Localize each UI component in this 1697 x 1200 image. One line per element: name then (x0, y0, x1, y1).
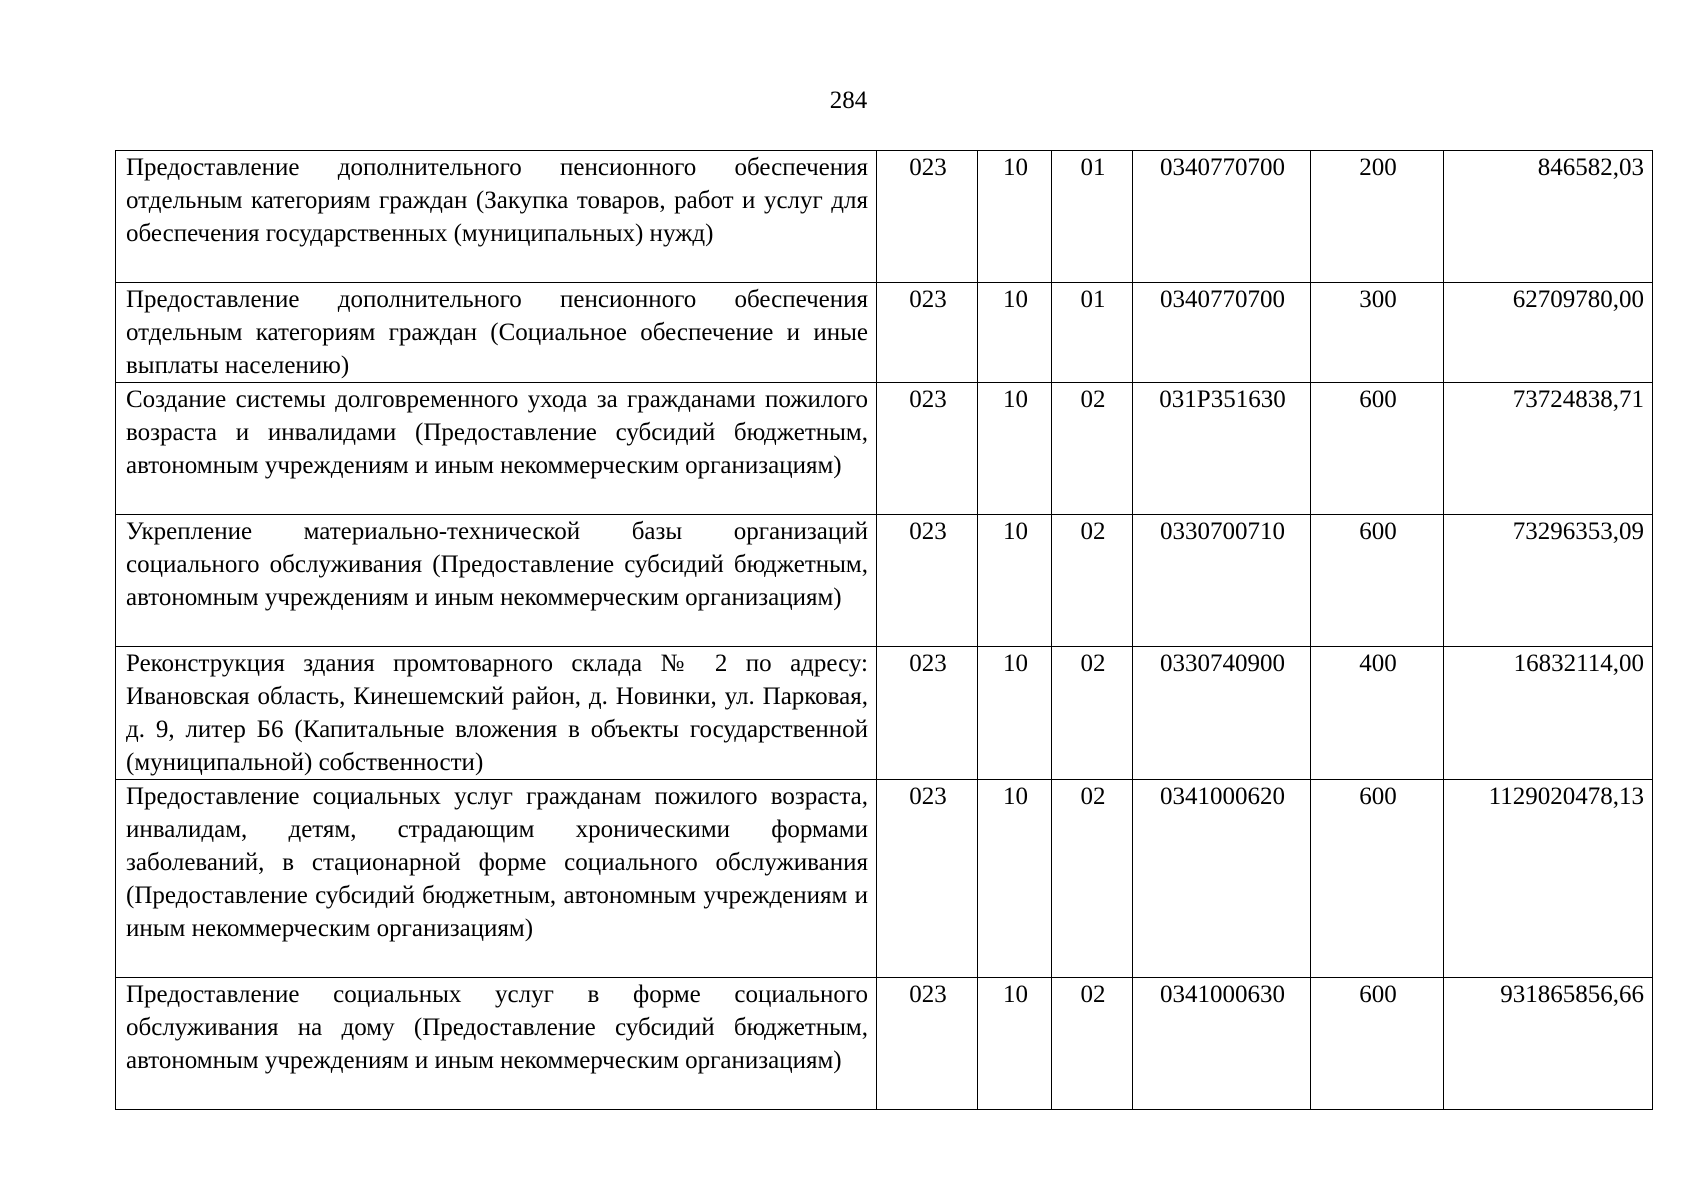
section-code-cell: 10 (978, 978, 1052, 1110)
table-row (116, 647, 1653, 780)
ministry-code-cell: 023 (877, 780, 978, 978)
amount-cell: 16832114,00 (1444, 647, 1653, 780)
section-code-cell: 10 (978, 515, 1052, 647)
expense-description-cell: Создание системы долговременного ухода за гражданами пожилого возраста и инвалидами (Предоставление субсидий бюджетным, автономным учреждениям и иным некоммерческим организациям) (116, 383, 877, 515)
expense-description-cell: Предоставление дополнительного пенсионного обеспечения отдельным категориям граждан (Закупка товаров, работ и услуг для обеспечения государственных (муниципальных) нужд) (116, 151, 877, 283)
amount-cell: 73724838,71 (1444, 383, 1653, 515)
expense-type-cell: 200 (1311, 151, 1444, 283)
expense-description-cell: Укрепление материально-технической базы организаций социального обслуживания (Предоставление субсидий бюджетным, автономным учреждениям и иным некоммерческим организациям) (116, 515, 877, 647)
expense-type-cell: 600 (1311, 515, 1444, 647)
section-code-cell: 10 (978, 647, 1052, 780)
target-article-cell: 0341000620 (1133, 780, 1311, 978)
ministry-code-cell: 023 (877, 647, 978, 780)
amount-cell: 73296353,09 (1444, 515, 1653, 647)
ministry-code-cell: 023 (877, 151, 978, 283)
target-article-cell: 0330740900 (1133, 647, 1311, 780)
target-article-cell: 0341000630 (1133, 978, 1311, 1110)
ministry-code-cell: 023 (877, 515, 978, 647)
subsection-code-cell: 02 (1052, 780, 1133, 978)
expense-description-cell: Реконструкция здания промтоварного склада № 2 по адресу: Ивановская область, Кинешемский район, д. Новинки, ул. Парковая, д. 9, литер Б6 (Капитальные вложения в объекты государственной (муниципальной) собственности) (116, 647, 877, 780)
table-row (116, 151, 1653, 283)
subsection-code-cell: 02 (1052, 515, 1133, 647)
table-row (116, 780, 1653, 978)
expense-description-cell: Предоставление социальных услуг в форме социального обслуживания на дому (Предоставление субсидий бюджетным, автономным учреждениям и иным некоммерческим организациям) (116, 978, 877, 1110)
subsection-code-cell: 01 (1052, 151, 1133, 283)
subsection-code-cell: 02 (1052, 978, 1133, 1110)
page-number: 284 (829, 87, 868, 114)
expense-type-cell: 600 (1311, 978, 1444, 1110)
amount-cell: 931865856,66 (1444, 978, 1653, 1110)
ministry-code-cell: 023 (877, 383, 978, 515)
section-code-cell: 10 (978, 383, 1052, 515)
budget-table (115, 150, 1653, 1110)
subsection-code-cell: 02 (1052, 647, 1133, 780)
section-code-cell: 10 (978, 283, 1052, 383)
expense-type-cell: 600 (1311, 383, 1444, 515)
target-article-cell: 031P351630 (1133, 383, 1311, 515)
amount-cell: 846582,03 (1444, 151, 1653, 283)
ministry-code-cell: 023 (877, 283, 978, 383)
table-row (116, 515, 1653, 647)
target-article-cell: 0330700710 (1133, 515, 1311, 647)
amount-cell: 62709780,00 (1444, 283, 1653, 383)
expense-description-cell: Предоставление дополнительного пенсионного обеспечения отдельным категориям граждан (Социальное обеспечение и иные выплаты населению) (116, 283, 877, 383)
target-article-cell: 0340770700 (1133, 283, 1311, 383)
table-row (116, 283, 1653, 383)
subsection-code-cell: 02 (1052, 383, 1133, 515)
subsection-code-cell: 01 (1052, 283, 1133, 383)
target-article-cell: 0340770700 (1133, 151, 1311, 283)
expense-type-cell: 600 (1311, 780, 1444, 978)
table-row (116, 978, 1653, 1110)
section-code-cell: 10 (978, 780, 1052, 978)
ministry-code-cell: 023 (877, 978, 978, 1110)
expense-description-cell: Предоставление социальных услуг гражданам пожилого возраста, инвалидам, детям, страдающим хроническими формами заболеваний, в стационарной форме социального обслуживания (Предоставление субсидий бюджетным, автономным учреждениям и иным некоммерческим организациям) (116, 780, 877, 978)
expense-type-cell: 300 (1311, 283, 1444, 383)
amount-cell: 1129020478,13 (1444, 780, 1653, 978)
table-row (116, 383, 1653, 515)
section-code-cell: 10 (978, 151, 1052, 283)
expense-type-cell: 400 (1311, 647, 1444, 780)
